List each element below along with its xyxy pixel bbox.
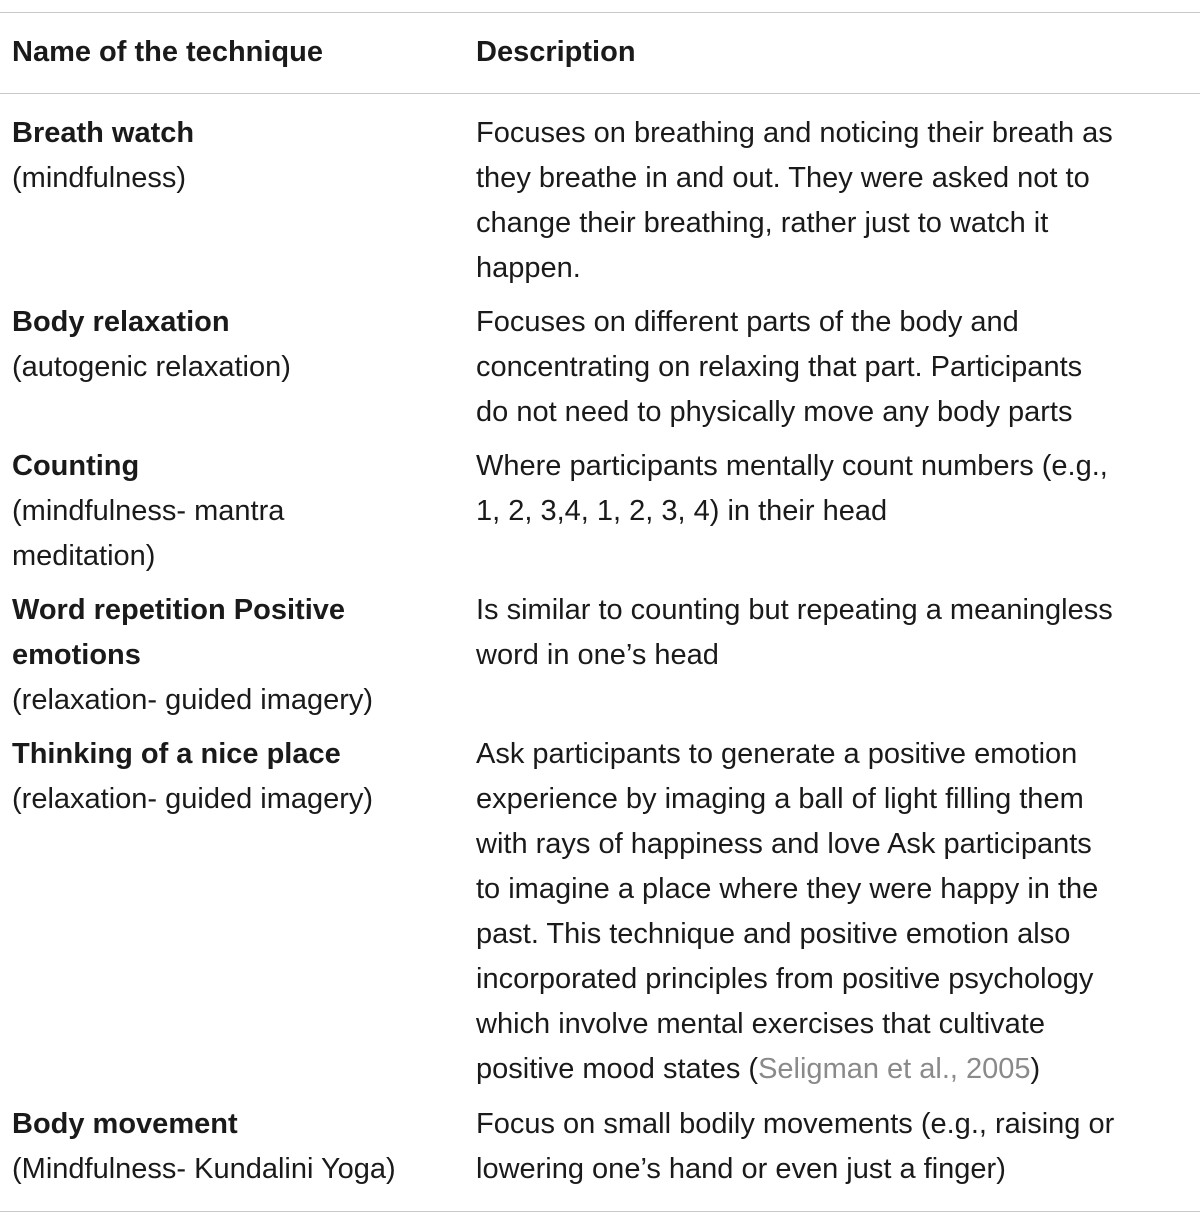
row1-name: Breath watch <box>12 117 195 149</box>
row2-category: (autogenic relaxation) <box>12 351 291 383</box>
row3-desc-line1: Where participants mentally count numbers (e.g., <box>476 450 1108 482</box>
row4-name-line2: emotions <box>12 639 141 671</box>
header-description: Description <box>476 36 636 68</box>
row5-desc-line1: Ask participants to generate a positive emotion <box>476 738 1078 770</box>
row4-desc-line2: word in one’s head <box>476 639 719 671</box>
row3-category-line2: meditation) <box>12 540 156 572</box>
row1-desc-line3: change their breathing, rather just to watch it <box>476 207 1049 239</box>
row5-desc-line8-close: ) <box>1030 1053 1041 1085</box>
header-name: Name of the technique <box>12 36 323 68</box>
row5-name: Thinking of a nice place <box>12 738 341 770</box>
row3-category-line1: (mindfulness- mantra <box>12 495 285 527</box>
row5-desc-line7: which involve mental exercises that cultivate <box>476 1008 1045 1040</box>
row5-desc-line8 <box>476 1047 1040 1092</box>
row3-name: Counting <box>12 450 140 482</box>
row3-desc-line2: 1, 2, 3,4, 1, 2, 3, 4) in their head <box>476 495 888 527</box>
row4-name-line1: Word repetition Positive <box>12 594 346 626</box>
citation-link[interactable]: Seligman et al., 2005 <box>758 1053 1031 1085</box>
row1-desc-line1: Focuses on breathing and noticing their breath as <box>476 117 1113 149</box>
header-rule <box>0 93 1200 94</box>
row5-category: (relaxation- guided imagery) <box>12 783 374 815</box>
row5-desc-line3: with rays of happiness and love Ask participants <box>476 828 1092 860</box>
row6-category: (Mindfulness- Kundalini Yoga) <box>12 1153 396 1185</box>
row5-desc-line6: incorporated principles from positive psychology <box>476 963 1094 995</box>
row5-desc-line4: to imagine a place where they were happy in the <box>476 873 1099 905</box>
row4-desc-line1: Is similar to counting but repeating a meaningless <box>476 594 1113 626</box>
row6-desc-line2: lowering one’s hand or even just a finger) <box>476 1153 1006 1185</box>
row5-desc-line2: experience by imaging a ball of light filling them <box>476 783 1084 815</box>
row5-desc-line5: past. This technique and positive emotion also <box>476 918 1071 950</box>
row1-desc-line4: happen. <box>476 252 581 284</box>
row2-desc-line3: do not need to physically move any body parts <box>476 396 1073 428</box>
table-bottom-rule <box>0 1211 1200 1212</box>
row6-name: Body movement <box>12 1108 238 1140</box>
row2-desc-line2: concentrating on relaxing that part. Participants <box>476 351 1083 383</box>
table-top-rule <box>0 12 1200 13</box>
row2-name: Body relaxation <box>12 306 230 338</box>
row1-category: (mindfulness) <box>12 162 187 194</box>
row4-category: (relaxation- guided imagery) <box>12 684 374 716</box>
row6-desc-line1: Focus on small bodily movements (e.g., raising or <box>476 1108 1115 1140</box>
row2-desc-line1: Focuses on different parts of the body and <box>476 306 1019 338</box>
row1-desc-line2: they breathe in and out. They were asked not to <box>476 162 1090 194</box>
row5-desc-line8-text: positive mood states ( <box>476 1053 759 1085</box>
